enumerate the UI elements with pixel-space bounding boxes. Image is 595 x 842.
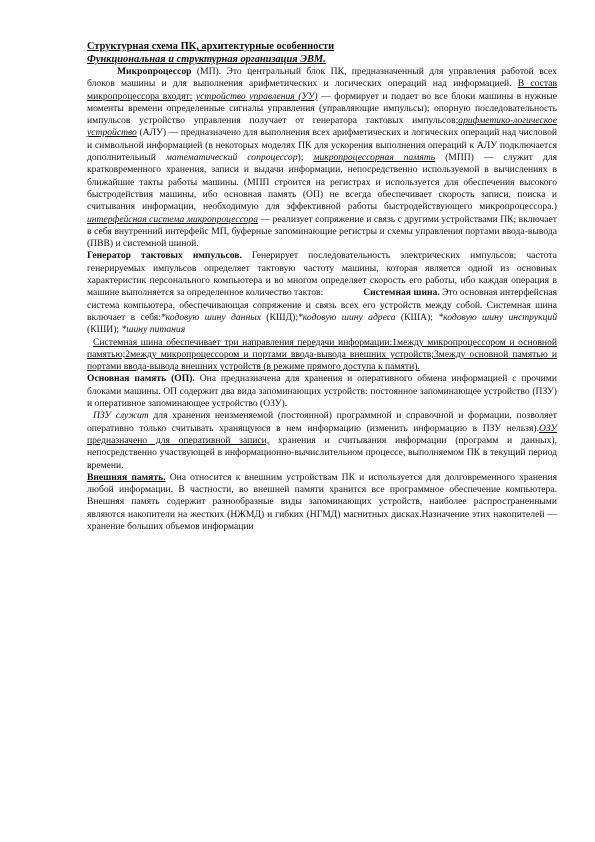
term-control-unit: устройство управления (УУ): [195, 90, 318, 102]
paragraph-external-memory: [87, 472, 557, 533]
term-alu-b: устройство: [87, 127, 137, 139]
text-span: Генерирует последовательность электрических импульсов; частота генерируемых импульсов определяет тактовую частоту машины, которая является одной из основных характеристик персонального компьютера и во многом определяет скорость его работы, ибо каждая операция в машине выполняется за определенное количество тактов:: [87, 250, 557, 299]
document-title: Структурная схема ПК, архитектурные особенности: [87, 41, 335, 52]
term-microprocessor: Микропроцессор: [117, 66, 192, 77]
text-span: (КШИ);: [87, 324, 122, 336]
term-power-bus: *шину питания: [121, 324, 186, 336]
text-span: (КША);: [395, 311, 439, 323]
text-span: — формирует и подает во все блоки машины в нужные моменты времени определенные сигналы управления (управляющие импульсы); опорную последовательность импульсов устройство управления получает от генератора тактовых импульсов;: [87, 90, 557, 127]
text-span: (АЛУ) — предназначено для выполнения всех арифметических и логических операций над числовой и символьной информацией (в некоторых моделях ПК для ускорения выполнения операций к АЛУ подключается дополнительный: [87, 127, 557, 164]
text-span: (МПП) — служит для кратковременного хранения, записи и выдачи информации, непосредственно используемой в вычислениях в ближайшие такты работы машины. (МПП строится на регистрах и используется для обеспечения высокого быстродействия машины, ибо основная память (ОП) не всегда обеспечивает скорость записи, поиска и считывания информации, необходимую для эффективной работы быстродействующего микропроцессора.): [87, 152, 557, 213]
term-coprocessor: математический сопроцессор: [165, 152, 298, 164]
text-span: Она предназначена для хранения и оперативного обмена информацией с прочими блоками машины. ОП содержит два вида запоминающих устройств: постоянное запоминающее устройство (ПЗУ) и оперативное запоминающее устройство (ОЗУ).: [87, 373, 557, 410]
term-ram: ОЗУ: [538, 422, 557, 434]
text-span: предназначено для оперативной записи,: [87, 434, 270, 446]
document-subtitle: Функциональная и структурная организация ЭВМ.: [87, 54, 326, 65]
term-system-bus: Системная шина.: [363, 287, 440, 299]
text-span: — реализует сопряжение и связь с другими устройствами ПК; включает в себя внутренний интерфейс МП, буферные запоминающие регистры и схемы управления портами ввода-вывода (ПВВ) и системной шиной.: [87, 213, 557, 250]
term-data-bus: *кодовую шину данных: [160, 311, 261, 323]
term-clock-generator: Генератор тактовых импульсов.: [87, 250, 242, 262]
text-span: Это основная интерфейсная система компьютера, обеспечивающая сопряжение и связь всех его устройств между собой. Системная шина включает в себя:: [87, 287, 558, 323]
term-rom: ПЗУ служит: [93, 410, 149, 422]
term-main-memory: Основная память (ОП).: [87, 373, 195, 385]
term-instruction-bus: *кодовую шину инструкций: [438, 311, 557, 323]
text-span: хранения и считывания информации (программ и данных), непосредственно участвующей в информационно-вычислительном процессе, выполняемом ПК в текущий период времени.: [87, 434, 558, 471]
paragraph-main-memory: [87, 373, 557, 410]
term-address-bus: *кодовую шину адреса: [297, 311, 396, 323]
text-span: для хранения неизменяемой (постоянной) программной и справочной и формации, позволяет оперативно только считывать хранящуюся в нем информацию (изменить информацию в ПЗУ нельзя).: [87, 410, 557, 434]
paragraph-rom-ram: [87, 410, 557, 471]
text-span: В состав микропроцессора входят:: [87, 78, 557, 102]
term-external-memory: Внешняя память.: [87, 471, 166, 483]
term-mpp: микропроцессорная память: [313, 152, 436, 164]
text-span: Она относится к внешним устройствам ПК и используется для долговременного хранения любой информации. В частности, во внешней памяти хранится все программное обеспечение компьютера. Внешняя память содержит разнообразные виды запоминающих устройств, наиболее распространенными являются накопители на жестких (НЖМД) и гибких (НГМД) магнитных дисках.Назначение этих накопителей — хранение больших объемов информации: [87, 471, 557, 532]
paragraph-bus-directions: Системная шина обеспечивает три направления передачи информации:1между микропроцессором и основной памятью;2между микропроцессором и портами ввода-вывода внешних устройств;3между основной памятью и портами ввода-вывода внешних устройств (в режиме прямого доступа к памяти).: [87, 336, 557, 373]
paragraph-clock-and-bus: [87, 250, 557, 336]
text-span: );: [297, 152, 314, 164]
text-span: (КШД);: [260, 311, 298, 323]
term-alu-a: арифметико-логическое: [458, 115, 557, 127]
text-span: (МП). Это центральный блок ПК, предназначенный для управления работой всех блоков машины и для выполнения арифметических и логических операций над информацией.: [87, 66, 557, 90]
paragraph-microprocessor: [87, 66, 557, 250]
term-interface-system: интерфейсная система микропроцессора: [87, 213, 259, 225]
